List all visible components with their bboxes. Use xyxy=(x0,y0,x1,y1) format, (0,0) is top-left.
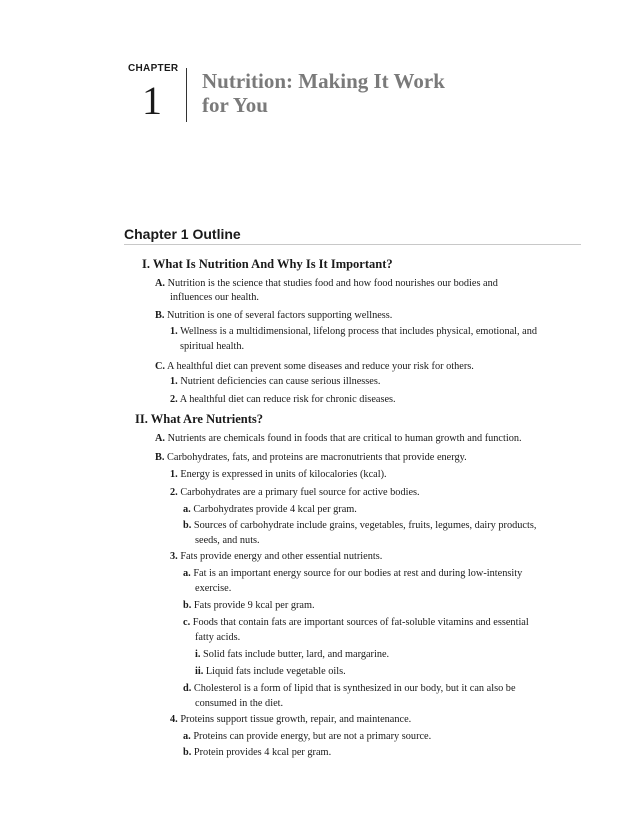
item-text: Foods that contain fats are important sources of fat-soluble vitamins and essential xyxy=(192,617,529,628)
item-text-continued: exercise. xyxy=(195,583,232,594)
item-text: A healthful diet can prevent some diseases and reduce your risk for others. xyxy=(167,361,474,372)
section-title: I. What Is Nutrition And Why Is It Important? xyxy=(142,257,393,271)
item-text: Energy is expressed in units of kilocalories (kcal). xyxy=(180,469,387,480)
outline-item xyxy=(195,648,389,661)
item-marker: b. xyxy=(183,747,192,758)
chapter-divider xyxy=(186,68,187,122)
item-marker: 3. xyxy=(170,551,178,562)
item-text: Cholesterol is a form of lipid that is synthesized in our body, but it can also be xyxy=(193,683,516,694)
outline-item xyxy=(195,665,346,678)
item-text: Proteins can provide energy, but are not a primary source. xyxy=(193,731,432,742)
outline-item xyxy=(183,746,331,759)
item-text: Carbohydrates are a primary fuel source for active bodies. xyxy=(180,487,420,498)
item-marker: a. xyxy=(183,568,191,579)
item-marker: A. xyxy=(155,278,166,289)
outline-item xyxy=(183,616,529,629)
outline-item xyxy=(155,451,467,464)
chapter-label: CHAPTER xyxy=(128,63,179,74)
item-marker: 2. xyxy=(170,394,178,405)
item-text: Wellness is a multidimensional, lifelong process that includes physical, emotional, and xyxy=(180,326,538,337)
item-text: Protein provides 4 kcal per gram. xyxy=(193,747,332,758)
item-marker: B. xyxy=(155,310,165,321)
item-text-continued: fatty acids. xyxy=(195,632,241,643)
outline-item xyxy=(183,682,516,695)
item-marker: b. xyxy=(183,520,192,531)
item-text: Carbohydrates provide 4 kcal per gram. xyxy=(193,504,357,515)
item-marker: i. xyxy=(195,649,201,660)
chapter-title-line2: for You xyxy=(202,93,268,117)
outline-heading: Chapter 1 Outline xyxy=(124,226,241,242)
item-text: Sources of carbohydrate include grains, vegetables, fruits, legumes, dairy products, xyxy=(193,520,537,531)
item-marker: 1. xyxy=(170,376,178,387)
item-marker: c. xyxy=(183,617,191,628)
item-text-continued: spiritual health. xyxy=(180,341,245,352)
item-marker: C. xyxy=(155,361,166,372)
item-text-continued: influences our health. xyxy=(170,292,259,303)
outline-item xyxy=(170,713,411,726)
outline-item xyxy=(170,550,382,563)
item-text: Nutrient deficiencies can cause serious illnesses. xyxy=(180,376,381,387)
item-marker: 1. xyxy=(170,326,178,337)
outline-item xyxy=(155,309,392,322)
item-marker: 1. xyxy=(170,469,178,480)
item-marker: 4. xyxy=(170,714,178,725)
outline-item xyxy=(170,468,387,481)
item-marker: B. xyxy=(155,452,165,463)
item-text-continued: seeds, and nuts. xyxy=(195,535,260,546)
outline-item xyxy=(183,503,357,516)
outline-item xyxy=(183,567,522,580)
item-text-continued: consumed in the diet. xyxy=(195,698,284,709)
outline-item xyxy=(155,360,474,373)
outline-item xyxy=(183,730,431,743)
item-text: Carbohydrates, fats, and proteins are macronutrients that provide energy. xyxy=(167,452,467,463)
item-text: Liquid fats include vegetable oils. xyxy=(205,666,346,677)
item-marker: 2. xyxy=(170,487,178,498)
item-text: Nutrition is the science that studies food and how food nourishes our bodies and xyxy=(167,278,498,289)
chapter-number: 1 xyxy=(142,78,162,123)
item-text: A healthful diet can reduce risk for chronic diseases. xyxy=(179,394,396,405)
outline-item xyxy=(155,277,498,290)
outline-item xyxy=(170,375,380,388)
item-text: Fats provide energy and other essential nutrients. xyxy=(180,551,383,562)
outline-item xyxy=(170,325,537,338)
item-marker: a. xyxy=(183,504,191,515)
item-text: Fat is an important energy source for our bodies at rest and during low-intensity xyxy=(193,568,523,579)
item-text: Fats provide 9 kcal per gram. xyxy=(193,600,315,611)
outline-divider xyxy=(124,244,581,245)
item-text: Proteins support tissue growth, repair, and maintenance. xyxy=(180,714,412,725)
item-text: Solid fats include butter, lard, and margarine. xyxy=(203,649,390,660)
outline-item xyxy=(183,519,536,532)
item-marker: d. xyxy=(183,683,192,694)
item-marker: ii. xyxy=(195,666,204,677)
item-marker: A. xyxy=(155,433,166,444)
outline-item xyxy=(170,393,396,406)
item-marker: a. xyxy=(183,731,191,742)
outline-item xyxy=(183,599,315,612)
chapter-title xyxy=(202,69,532,117)
item-text: Nutrients are chemicals found in foods that are critical to human growth and function. xyxy=(167,433,522,444)
item-marker: b. xyxy=(183,600,192,611)
outline-item xyxy=(155,432,522,445)
item-text: Nutrition is one of several factors supporting wellness. xyxy=(167,310,393,321)
outline-item xyxy=(170,486,420,499)
chapter-title-line1: Nutrition: Making It Work xyxy=(202,69,445,93)
section-title: II. What Are Nutrients? xyxy=(135,412,264,426)
